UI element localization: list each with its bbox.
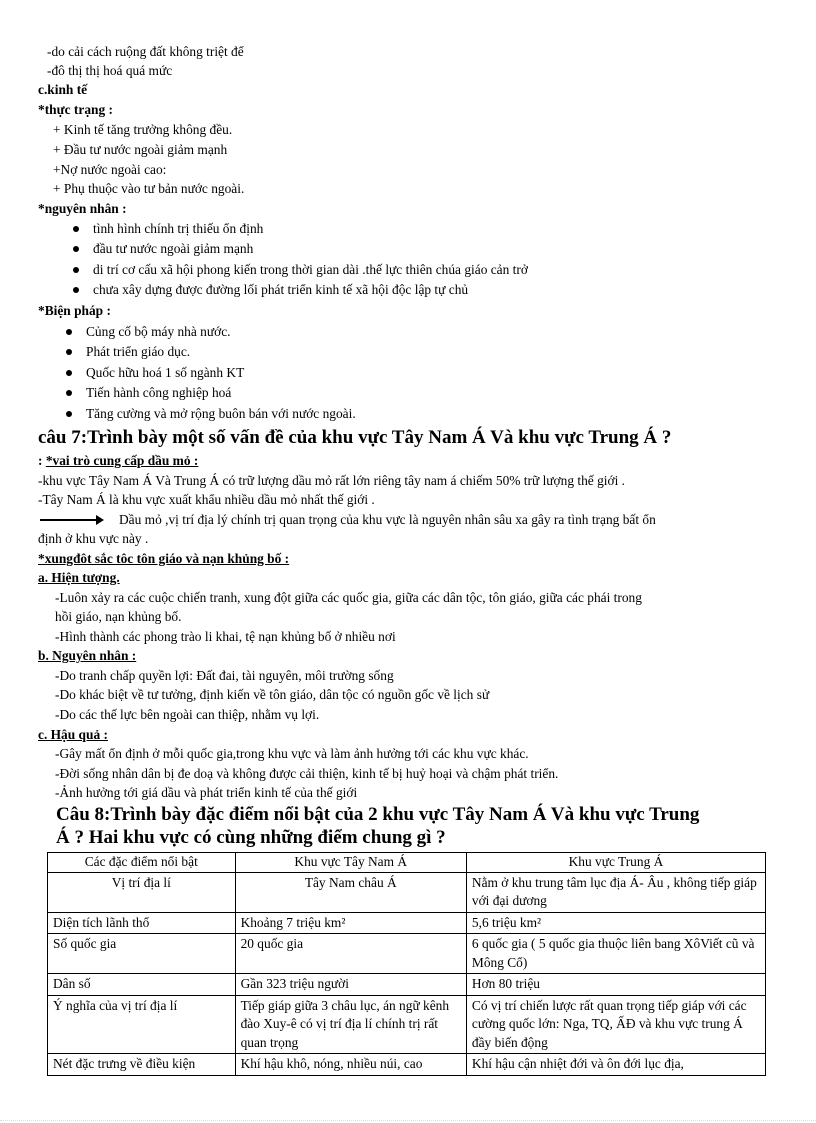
table-cell: Diện tích lãnh thổ (48, 912, 236, 934)
list-item: Phát triển giáo dục. (86, 342, 356, 362)
table-cell: Vị trí địa lí (48, 872, 236, 912)
page-divider (0, 1120, 816, 1122)
comparison-table (47, 852, 766, 1076)
text-line: + Đầu tư nước ngoài giảm mạnh (53, 142, 228, 157)
table-row (48, 934, 766, 974)
text-line: -đô thị thị hoá quá mức (47, 63, 173, 78)
text-line: -Do khác biệt về tư tưởng, định kiến về tôn giáo, dân tộc có nguồn gốc về lịch sử (55, 687, 490, 702)
table-cell: Hơn 80 triệu (466, 974, 765, 996)
table-cell: Số quốc gia (48, 934, 236, 974)
heading-hau-qua: c. Hậu quả : (38, 727, 108, 742)
table-row (48, 995, 766, 1054)
bullet-icon (73, 267, 79, 273)
section-heading-kinh-te: c.kinh tế (38, 82, 88, 97)
vai-tro-line: : *vai trò cung cấp dầu mỏ : (38, 453, 199, 468)
bullet-list-bien-phap (86, 322, 356, 424)
column-header: Khu vực Trung Á (466, 853, 765, 873)
table-cell: Khoảng 7 triệu km² (235, 912, 466, 934)
list-item: Tiến hành công nghiệp hoá (86, 383, 356, 403)
column-header: Các đặc điểm nổi bật (48, 853, 236, 873)
text-line: hồi giáo, nạn khủng bố. (55, 609, 182, 624)
text-line: -Do các thế lực bên ngoài can thiệp, nhằm vụ lợi. (55, 707, 320, 722)
bullet-icon (66, 411, 72, 417)
text-line: -khu vực Tây Nam Á Và Trung Á có trữ lượng dầu mỏ rất lớn riêng tây nam á chiếm 50% trữ lượng thế giới . (38, 473, 625, 488)
bullet-icon (66, 329, 72, 335)
table-cell: Tiếp giáp giữa 3 châu lục, án ngữ kênh đào Xuy-ê có vị trí địa lí chính trị rất quan trọng (235, 995, 466, 1054)
text-line: +Nợ nước ngoài cao: (53, 162, 167, 177)
question-8-title-line1: Câu 8:Trình bày đặc điểm nổi bật của 2 khu vực Tây Nam Á Và khu vực Trung (56, 804, 700, 825)
table-row (48, 872, 766, 912)
text-line: -Tây Nam Á là khu vực xuất khẩu nhiều dầu mỏ nhất thế giới . (38, 492, 375, 507)
text-line: -Do tranh chấp quyền lợi: Đất đai, tài nguyên, môi trường sống (55, 668, 394, 683)
heading-bien-phap: *Biện pháp : (38, 303, 111, 318)
table-row (48, 1054, 766, 1076)
list-item: di trí cơ cấu xã hội phong kiến trong thời gian dài .thế lực thiên chúa giáo cản trở (93, 260, 528, 280)
text-line: -Đời sống nhân dân bị đe doạ và không được cải thiện, kinh tế bị huỷ hoại và chậm phát triển. (55, 766, 559, 781)
list-item: tình hình chính trị thiếu ổn định (93, 219, 528, 239)
text-line: -Luôn xảy ra các cuộc chiến tranh, xung đột giữa các quốc gia, giữa các dân tộc, tôn giáo, giữa các phái trong (55, 590, 642, 605)
table-header-row (48, 853, 766, 873)
heading-hien-tuong: a. Hiện tượng. (38, 570, 120, 585)
table-row (48, 974, 766, 996)
table-cell: Dân số (48, 974, 236, 996)
bullet-list-nguyen-nhan (93, 219, 528, 301)
table-cell: Nằm ở khu trung tâm lục địa Á- Âu , không tiếp giáp với đại dương (466, 872, 765, 912)
text-line: + Kinh tế tăng trưởng không đều. (53, 122, 233, 137)
text-line: -do cải cách ruộng đất không triệt để (47, 44, 244, 59)
bullet-icon (73, 226, 79, 232)
bullet-icon (73, 246, 79, 252)
arrow-right-icon (40, 519, 102, 521)
list-item: Quốc hữu hoá 1 số ngành KT (86, 363, 356, 383)
bullet-icon (66, 349, 72, 355)
text-line: định ở khu vực này . (38, 531, 149, 546)
table-cell: 20 quốc gia (235, 934, 466, 974)
bullet-icon (73, 287, 79, 293)
text-line: -Hình thành các phong trào li khai, tệ nạn khủng bố ở nhiều nơi (55, 629, 396, 644)
table-row (48, 912, 766, 934)
table-cell: Gần 323 triệu người (235, 974, 466, 996)
list-item: Tăng cường và mở rộng buôn bán với nước ngoài. (86, 404, 356, 424)
heading-xung-dot: *xungđôt sắc tôc tôn giáo và nạn khủng bố : (38, 551, 290, 566)
table-cell: Khí hậu khô, nóng, nhiều núi, cao (235, 1054, 466, 1076)
list-item: Củng cố bộ máy nhà nước. (86, 322, 356, 342)
table-cell: Nét đặc trưng về điều kiện (48, 1054, 236, 1076)
question-7-title: câu 7:Trình bày một số vấn đề của khu vực Tây Nam Á Và khu vực Trung Á ? (38, 427, 672, 448)
bullet-icon (66, 390, 72, 396)
text-line: -Gây mất ổn định ở mỗi quốc gia,trong khu vực và làm ảnh hưởng tới các khu vực khác. (55, 746, 529, 761)
column-header: Khu vực Tây Nam Á (235, 853, 466, 873)
table-cell: Ý nghĩa của vị trí địa lí (48, 995, 236, 1054)
table-cell: Tây Nam châu Á (235, 872, 466, 912)
heading-nguyen-nhan-b: b. Nguyên nhân : (38, 648, 137, 663)
heading-nguyen-nhan: *nguyên nhân : (38, 201, 127, 216)
table-cell: 5,6 triệu km² (466, 912, 765, 934)
text-line: -Ảnh hưởng tới giá dầu và phát triển kinh tế của thế giới (55, 785, 358, 800)
text-line: Dầu mỏ ,vị trí địa lý chính trị quan trọng của khu vực là nguyên nhân sâu xa gây ra tình trạng bất ổn (119, 512, 656, 527)
bullet-icon (66, 370, 72, 376)
question-8-title-line2: Á ? Hai khu vực có cùng những điểm chung gì ? (56, 827, 446, 848)
text-line: + Phụ thuộc vào tư bản nước ngoài. (53, 181, 245, 196)
heading-vai-tro: *vai trò cung cấp dầu mỏ : (45, 453, 199, 468)
table-cell: Có vị trí chiến lược rất quan trọng tiếp giáp với các cường quốc lớn: Nga, TQ, ẤĐ và khu vực trung Á đầy biến động (466, 995, 765, 1054)
list-item: chưa xây dựng được đường lối phát triển kinh tế xã hội độc lập tự chủ (93, 280, 528, 300)
table-cell: 6 quốc gia ( 5 quốc gia thuộc liên bang XôViết cũ và Mông Cổ) (466, 934, 765, 974)
table-cell: Khí hậu cận nhiệt đới và ôn đới lục địa, (466, 1054, 765, 1076)
list-item: đầu tư nước ngoài giảm mạnh (93, 239, 528, 259)
heading-thuc-trang: *thực trạng : (38, 102, 113, 117)
